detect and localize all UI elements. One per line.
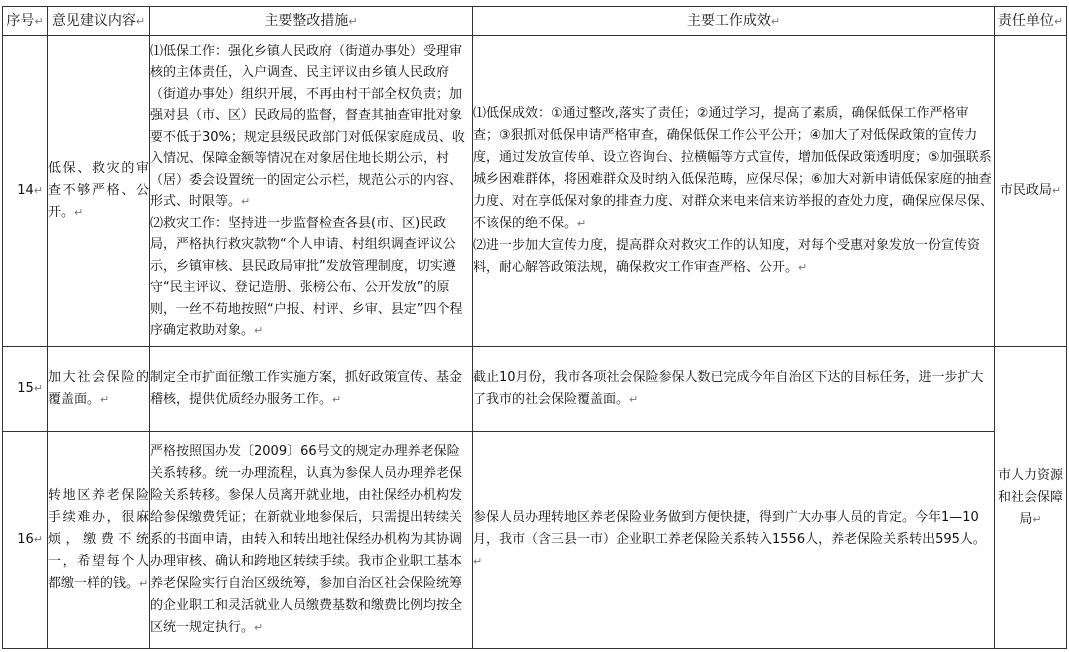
measure-paragraph: 严格按照国办发〔2009〕66号文的规定办理养老保险关系转移。统一办理流程，认真为参保人员办理养老保险关系转移。参保人员离开就业地，由社保经办机构发给参保缴费凭证；在新就业地参保后，只需提出转续关系的书面申请，由转入和转出地社保经办机构为其协调办理审核、确认和跨地区转续手续。我市企业职工基本养老保险实行自治区级统筹，参加自治区社会保险统筹的企业职工和灵活就业人员缴费基数和缴费比例均按全区统一规定执行。↵	[150, 444, 463, 635]
table-header-row	[3, 7, 1067, 36]
rectification-table	[2, 6, 1067, 649]
result-paragraph: ⑵进一步加大宣传力度，提高群众对救灾工作的认知度，对每个受惠对象发放一份宣传资料，耐心解答政策法规，确保救灾工作审查严格、公开。↵	[473, 238, 981, 275]
header-measures: 主要整改措施↵	[150, 7, 473, 36]
table-row	[3, 347, 1067, 432]
measure-paragraph: ⑴低保工作：强化乡镇人民政府（街道办事处）受理审核的主体责任，入户调查、民主评议由乡镇人民政府（街道办事处）组织开展，不再由村干部全权负责；加强对县（市、区）民政局的监督，督查其抽查审批对象要不低于30%；规定县级民政部门对低保家庭成员、收入情况、保障金额等情况在对象居住地长期公示，村（居）委会设置统一的固定公示栏，规范公示的内容、形式、时限等。↵	[150, 43, 465, 209]
header-opinion: 意见建议内容↵	[48, 7, 150, 36]
unit-cell: 市人力资源和社会保障局↵	[995, 347, 1067, 649]
row-number: 16↵	[3, 432, 48, 649]
measure-paragraph: 制定全市扩面征缴工作实施方案，抓好政策宣传、基金稽核，提供优质经办服务工作。↵	[150, 370, 463, 407]
header-results: 主要工作成效↵	[473, 7, 995, 36]
measures-cell	[150, 36, 473, 347]
opinion-cell: 加大社会保险的覆盖面。↵	[48, 347, 150, 432]
result-paragraph: 参保人员办理转地区养老保险业务做到方便快捷，得到广大办事人员的肯定。今年1—10月，我市（含三县一市）企业职工养老保险关系转入1556人，养老保险关系转出595人。↵	[473, 510, 986, 568]
row-number: 14↵	[3, 36, 48, 347]
result-paragraph: 截止10月份，我市各项社会保险参保人数已完成今年自治区下达的目标任务，进一步扩大了我市的社会保险覆盖面。↵	[473, 370, 984, 407]
header-unit: 责任单位↵	[995, 7, 1067, 36]
row-number: 15↵	[3, 347, 48, 432]
unit-cell: 市民政局↵	[995, 36, 1067, 347]
table-row	[3, 36, 1067, 347]
measure-paragraph: ⑵救灾工作：坚持进一步监督检查各县(市、区)民政局，严格执行救灾款物“个人申请、村组织调查评议公示，乡镇审核、县民政局审批”发放管理制度，切实遵守“民主评议、登记造册、张榜公布、公开发放”的原则，一丝不苟地按照“户报、村评、乡审、县定”四个程序确定救助对象。↵	[150, 215, 463, 338]
results-cell	[473, 432, 995, 649]
opinion-cell: 低保、救灾的审查不够严格、公开。↵	[48, 36, 150, 347]
result-paragraph: ⑴低保成效：①通过整改,落实了责任；②通过学习，提高了素质，确保低保工作严格审查；③狠抓对低保申请严格审查，确保低保工作公平公开；④加大了对低保政策的宣传力度，通过发放宣传单、设立咨询台、拉横幅等方式宣传，增加低保政策透明度；⑤加强联系城乡困难群体，将困难群众及时纳入低保范畴，应保尽保；⑥加大对新申请低保家庭的抽查力度、对在享低保对象的排查力度、对群众来电来信来访举报的查处力度，确保应保尽保、不该保的绝不保。↵	[473, 106, 994, 231]
opinion-cell: 转地区养老保险手续难办，很麻烦，缴费不统一，希望每个人都缴一样的钱。↵	[48, 432, 150, 649]
results-cell	[473, 347, 995, 432]
table-row	[3, 432, 1067, 649]
results-cell	[473, 36, 995, 347]
header-no: 序号↵	[3, 7, 48, 36]
measures-cell	[150, 432, 473, 649]
measures-cell	[150, 347, 473, 432]
